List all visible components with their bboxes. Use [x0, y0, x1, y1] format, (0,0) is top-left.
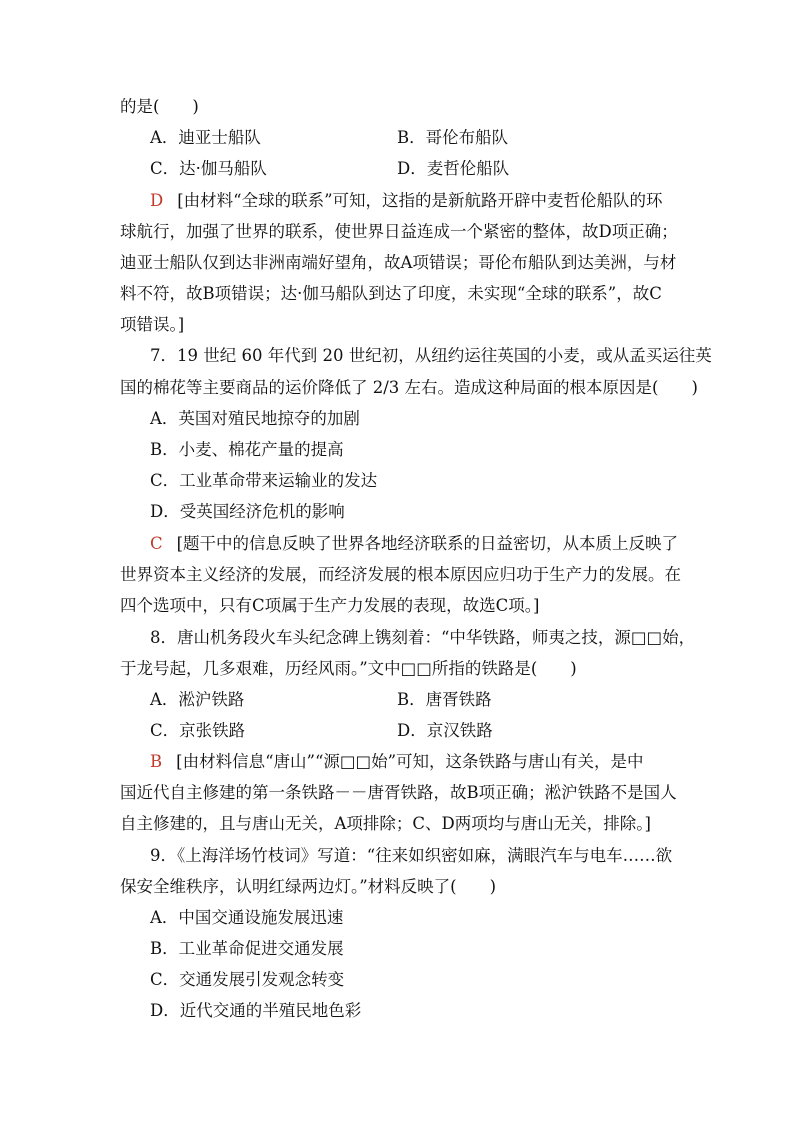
q7-explanation-line-2: 世界资本主义经济的发展，而经济发展的根本原因应归功于生产力的发展。在: [120, 565, 681, 584]
q8-stem-line-2: 于龙号起，几多艰难，历经风雨。”文中□□所指的铁路是( ): [120, 659, 577, 678]
q6-option-c: C．达·伽马船队: [150, 159, 267, 178]
q7-option-c: C．工业革命带来运输业的发达: [150, 471, 378, 490]
q8-answer: B: [150, 752, 163, 771]
q8-explanation-line-1: B [由材料信息“唐山”“源□□始”可知，这条铁路与唐山有关，是中: [150, 752, 644, 771]
q8-option-c: C．京张铁路: [150, 721, 246, 740]
q9-stem-line-1: 9．《上海洋场竹枝词》写道：“往来如织密如麻，满眼汽车与电车……欲: [150, 846, 673, 865]
q8-explanation-line-2: 国近代自主修建的第一条铁路－－唐胥铁路，故B项正确；淞沪铁路不是国人: [120, 783, 677, 802]
q7-option-d: D．受英国经济危机的影响: [150, 502, 345, 521]
q8-option-d: D．京汉铁路: [397, 721, 493, 740]
q7-option-b: B．小麦、棉花产量的提高: [150, 440, 344, 459]
q7-answer: C: [150, 534, 163, 553]
q6-answer: D: [150, 191, 164, 210]
q6-explanation-line-1: D [由材料“全球的联系”可知，这指的是新航路开辟中麦哲伦船队的环: [150, 191, 663, 210]
q6-option-b: B．哥伦布船队: [397, 128, 509, 147]
q6-explanation-line-2: 球航行，加强了世界的联系，使世界日益连成一个紧密的整体，故D项正确；: [120, 222, 678, 241]
q6-explanation-line-4: 料不符，故B项错误；达·伽马船队到达了印度，未实现“全球的联系”，故C: [120, 284, 662, 303]
q8-stem-line-1: 8．唐山机务段火车头纪念碑上镌刻着：“中华铁路，师夷之技，源□□始，: [150, 628, 696, 647]
q7-option-a: A．英国对殖民地掠夺的加剧: [150, 409, 360, 428]
q6-explanation-line-5: 项错误。]: [120, 315, 185, 334]
q9-option-d: D．近代交通的半殖民地色彩: [150, 1001, 362, 1020]
q7-stem-line-1: 7．19 世纪 60 年代到 20 世纪初，从纽约运往英国的小麦，或从孟买运往英: [150, 346, 712, 365]
q6-explanation-line-3: 迪亚士船队仅到达非洲南端好望角，故A项错误；哥伦布船队到达美洲，与材: [120, 253, 677, 272]
q8-option-b: B．唐胥铁路: [397, 690, 492, 709]
q6-stem-tail: 的是( ): [120, 97, 199, 116]
q9-option-b: B．工业革命促进交通发展: [150, 939, 344, 958]
q8-option-a: A．淞沪铁路: [150, 690, 245, 709]
q9-option-a: A．中国交通设施发展迅速: [150, 908, 344, 927]
q7-explanation-line-3: 四个选项中，只有C项属于生产力发展的表现，故选C项。]: [120, 596, 540, 615]
q6-option-a: A．迪亚士船队: [150, 128, 261, 147]
q9-stem-line-2: 保安全维秩序，认明红绿两边灯。”材料反映了( ): [120, 877, 497, 896]
q7-stem-line-2: 国的棉花等主要商品的运价降低了 2/3 左右。造成这种局面的根本原因是( ): [120, 378, 698, 397]
q9-option-c: C．交通发展引发观念转变: [150, 970, 345, 989]
q8-explanation-line-3: 自主修建的，且与唐山无关，A项排除；C、D两项均与唐山无关，排除。]: [120, 814, 651, 833]
q6-option-d: D．麦哲伦船队: [397, 159, 510, 178]
q7-explanation-line-1: C [题干中的信息反映了世界各地经济联系的日益密切，从本质上反映了: [150, 534, 679, 553]
